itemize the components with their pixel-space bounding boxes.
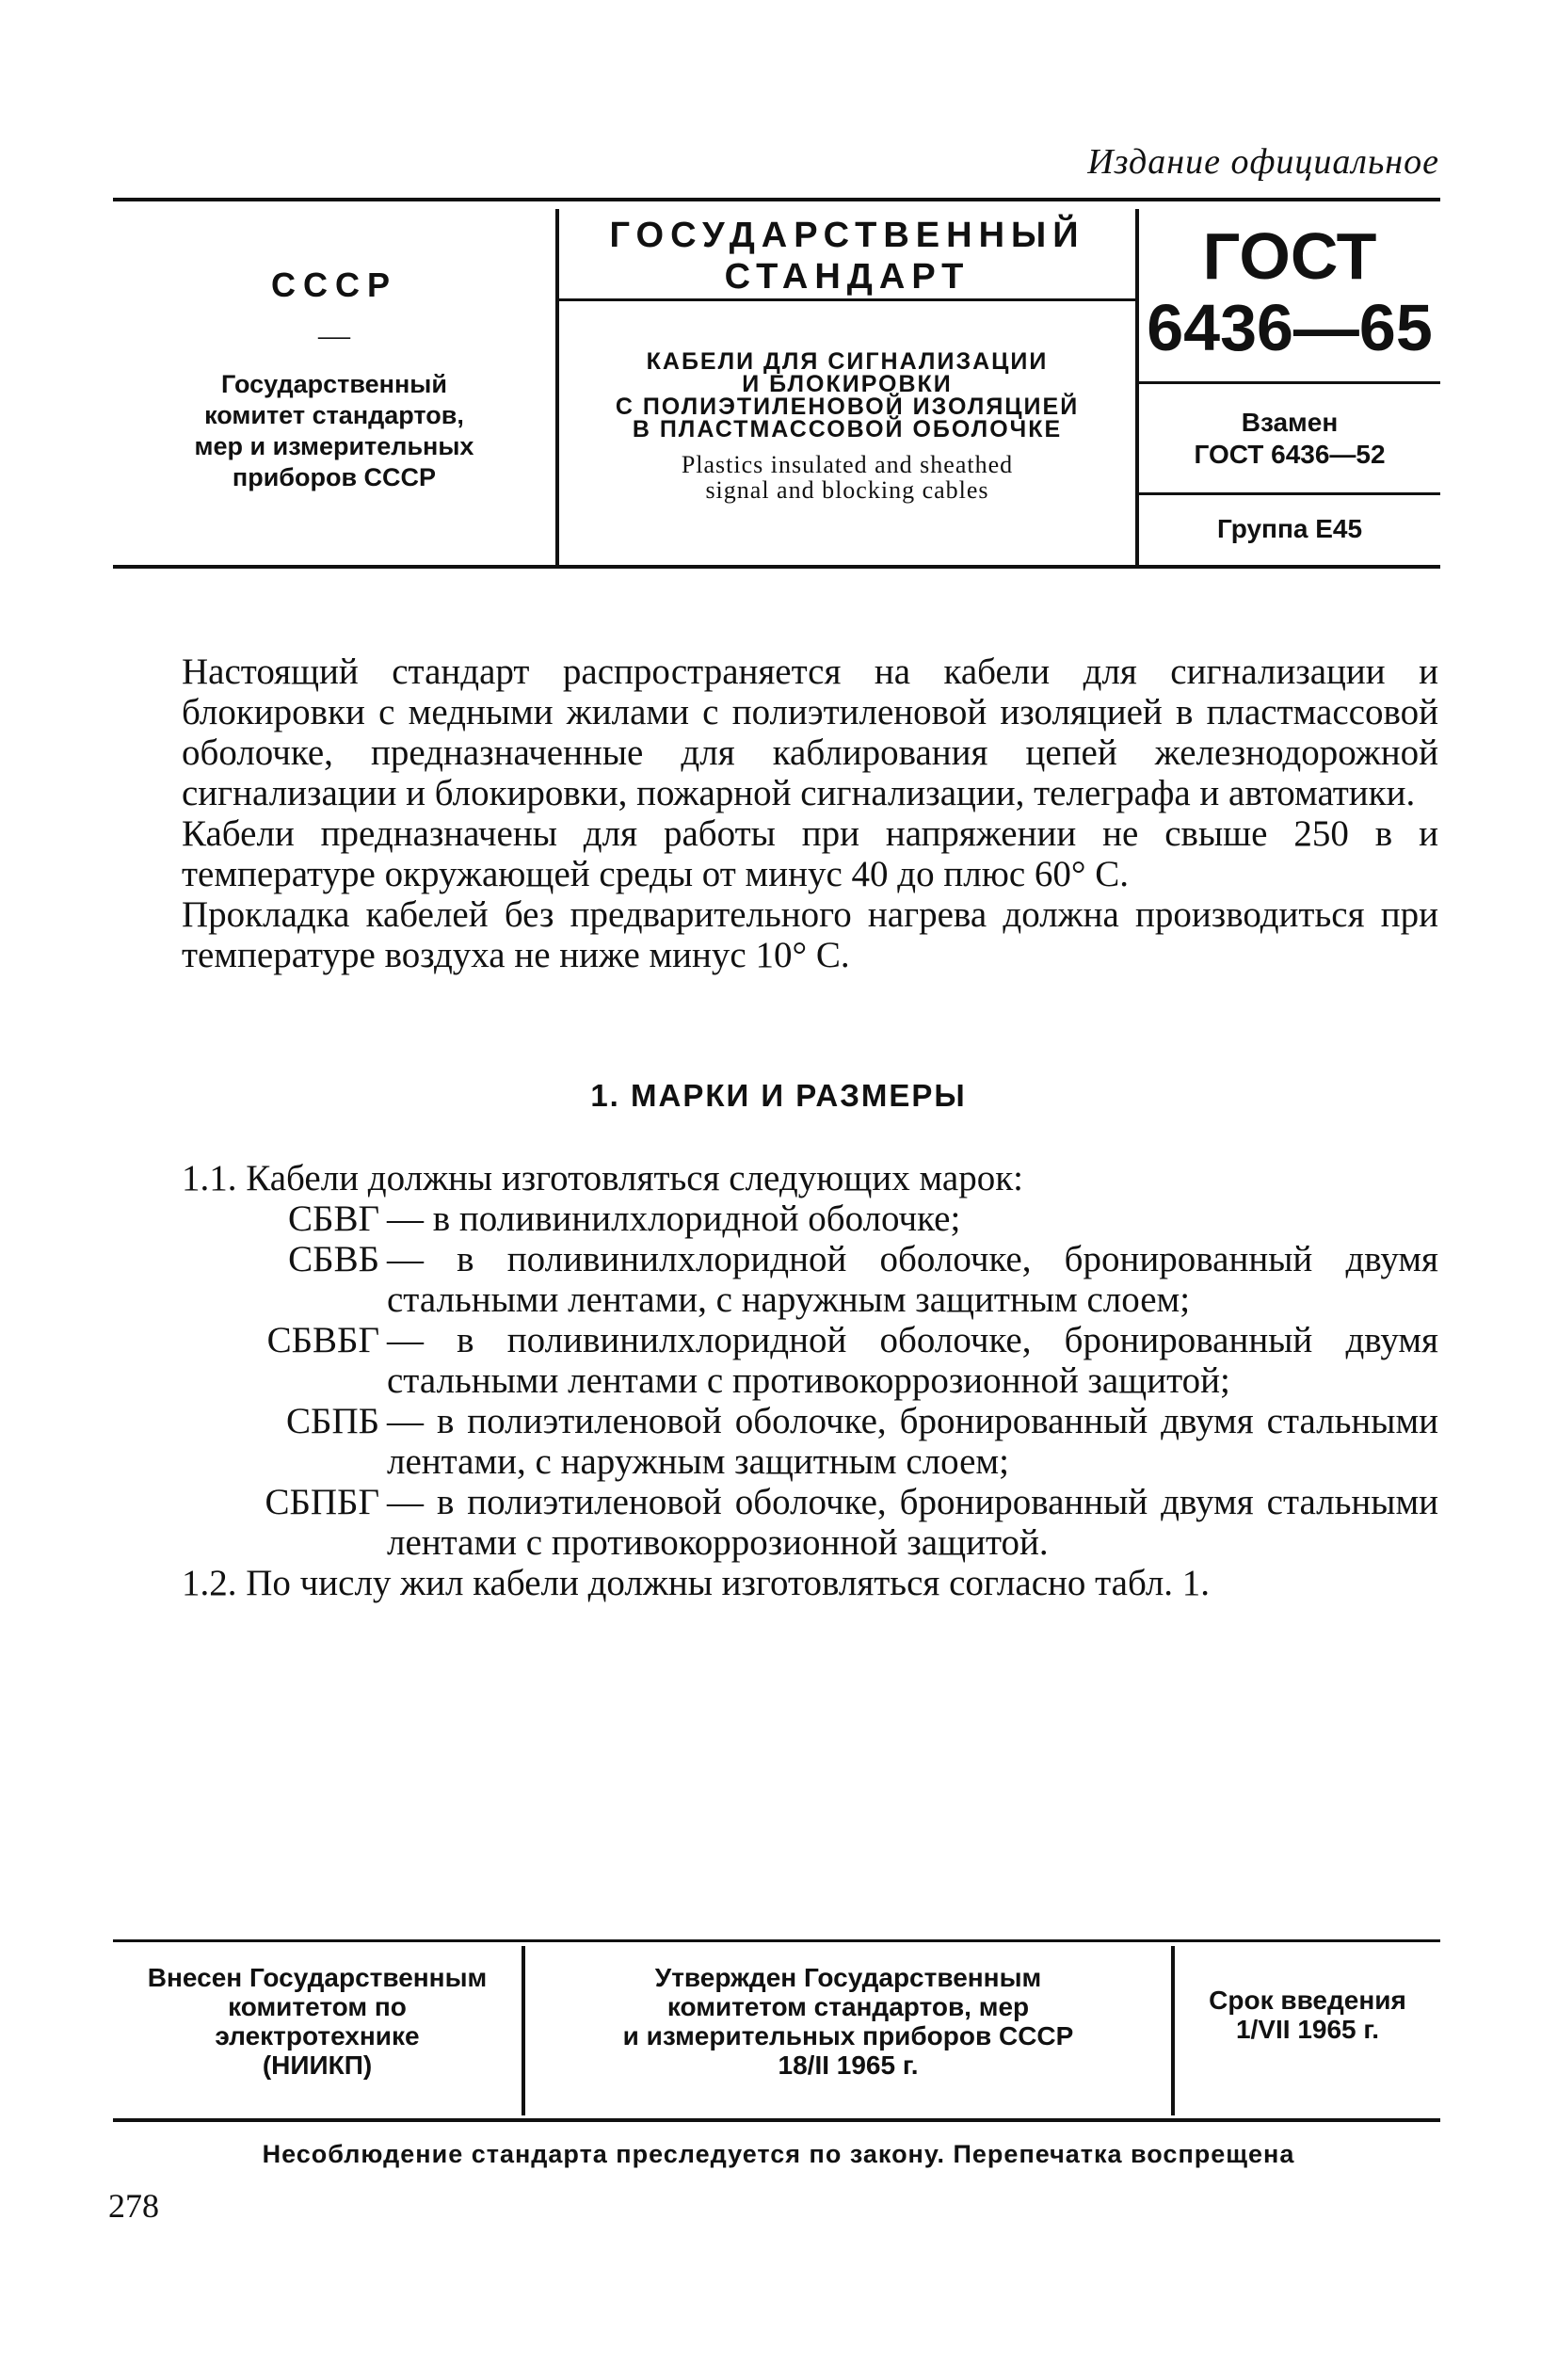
header-dash: — [318,318,350,353]
standard-title-en-line: signal and blocking cables [705,476,989,504]
replaces-standard [1139,384,1440,495]
mark-item [182,1198,1438,1239]
clause-1-1: 1.1. Кабели должны изготовляться следующих марок: [182,1158,1023,1198]
mark-item [182,1401,1438,1482]
mark-description: — в полиэтиленовой оболочке, бронированный двумя стальными лентами с противокоррозионной защитой. [387,1482,1438,1563]
mark-name: СБПБ [286,1401,379,1441]
introduced-line: электротехнике [215,2021,420,2050]
page-number: 278 [108,2187,159,2225]
mark-description: — в поливинилхлоридной оболочке, бронированный двумя стальными лентами с противокоррозионной защитой; [387,1320,1438,1401]
footer-block [113,1946,1440,2115]
approved-by [525,1946,1175,2115]
header-left-column [113,209,555,565]
mark-name: СБВБГ [266,1320,379,1360]
standard-title-line: И БЛОКИРОВКИ [742,371,953,397]
committee-name [113,369,555,493]
state-standard-title [559,209,1135,301]
approved-line: 18/II 1965 г. [778,2050,919,2080]
header-right-column [1139,209,1440,565]
standard-title-line: В ПЛАСТМАССОВОЙ ОБОЛОЧКЕ [632,416,1063,442]
replaces-code: ГОСТ 6436—52 [1194,440,1386,469]
mark-name: СБВГ [288,1198,379,1239]
ussr-label: СССР [270,265,397,304]
gost-code: 6436—65 [1147,291,1433,364]
approved-line: комитетом стандартов, мер [666,1992,1030,2021]
footer-bottom-rule [113,2118,1440,2122]
mark-name: СБПБГ [265,1482,379,1522]
introduced-by [113,1946,525,2115]
standard-title-line: КАБЕЛИ ДЛЯ СИГНАЛИЗАЦИИ [646,348,1049,375]
clause-1-2: 1.2. По числу жил кабели должны изготовляться согласно табл. 1. [182,1563,1211,1603]
intro-paragraph: Кабели предназначены для работы при напряжении не свыше 250 в и температуре окружающей среды от минус 40 до плюс 60° С. [182,813,1438,894]
approved-line: и измерительных приборов СССР [622,2021,1074,2050]
header-block [113,209,1440,565]
approved-line: Утвержден Государственным [654,1963,1042,1992]
committee-line: комитет стандартов, [204,401,464,429]
edition-label: Издание официальное [1087,142,1439,182]
introduced-line: (НИИКП) [262,2050,373,2080]
header-top-rule [113,198,1440,201]
mark-item [182,1320,1438,1401]
law-notice: Несоблюдение стандарта преследуется по закону. Перепечатка воспрещена [262,2140,1295,2168]
intro-paragraph: Прокладка кабелей без предварительного нагрева должна производиться при температуре воздуха не ниже минус 10° С. [182,894,1438,975]
header-middle-column [555,209,1139,565]
intro-text [182,651,1438,975]
intro-paragraph: Настоящий стандарт распространяется на кабели для сигнализации и блокировки с медными жилами с полиэтиленовой изоляцией в пластмассовой оболочке, предназначенные для каблирования цепей железнодорожной сигнализации и блокировки, пожарной сигнализации, телеграфа и автоматики. [182,651,1438,813]
mark-description: — в поливинилхлоридной оболочке, бронированный двумя стальными лентами, с наружным защитным слоем; [387,1239,1438,1320]
standard-title-en [559,452,1135,503]
gost-number [1139,209,1440,384]
section-title: 1. МАРКИ И РАЗМЕРЫ [590,1078,967,1113]
header-bottom-rule [113,565,1440,569]
effective-line: 1/VII 1965 г. [1235,2015,1380,2044]
group-code: Группа Е45 [1216,514,1363,543]
mark-description: — в поливинилхлоридной оболочке; [387,1198,961,1239]
standard-title-line: С ПОЛИЭТИЛЕНОВОЙ ИЗОЛЯЦИЕЙ [615,394,1080,420]
introduced-line: Внесен Государственным [147,1963,488,1992]
mark-item [182,1482,1438,1563]
committee-line: мер и измерительных [194,432,474,460]
state-standard-line: ГОСУДАРСТВЕННЫЙ [609,216,1085,255]
footer-top-rule [113,1939,1440,1942]
mark-name: СБВБ [288,1239,379,1279]
replaces-label: Взамен [1241,408,1339,437]
state-standard-line: СТАНДАРТ [724,257,971,297]
committee-line: приборов СССР [232,463,437,491]
committee-line: Государственный [221,370,447,398]
standard-title-en-line: Plastics insulated and sheathed [681,451,1014,478]
effective-line: Срок введения [1209,1986,1406,2015]
mark-item [182,1239,1438,1320]
mark-description: — в полиэтиленовой оболочке, бронированный двумя стальными лентами, с наружным защитным слоем; [387,1401,1438,1482]
introduced-line: комитетом по [228,1992,407,2021]
standard-title-ru [559,350,1135,441]
effective-date [1175,1946,1440,2115]
marks-list [182,1158,1438,1603]
gost-label: ГОСТ [1202,219,1377,293]
